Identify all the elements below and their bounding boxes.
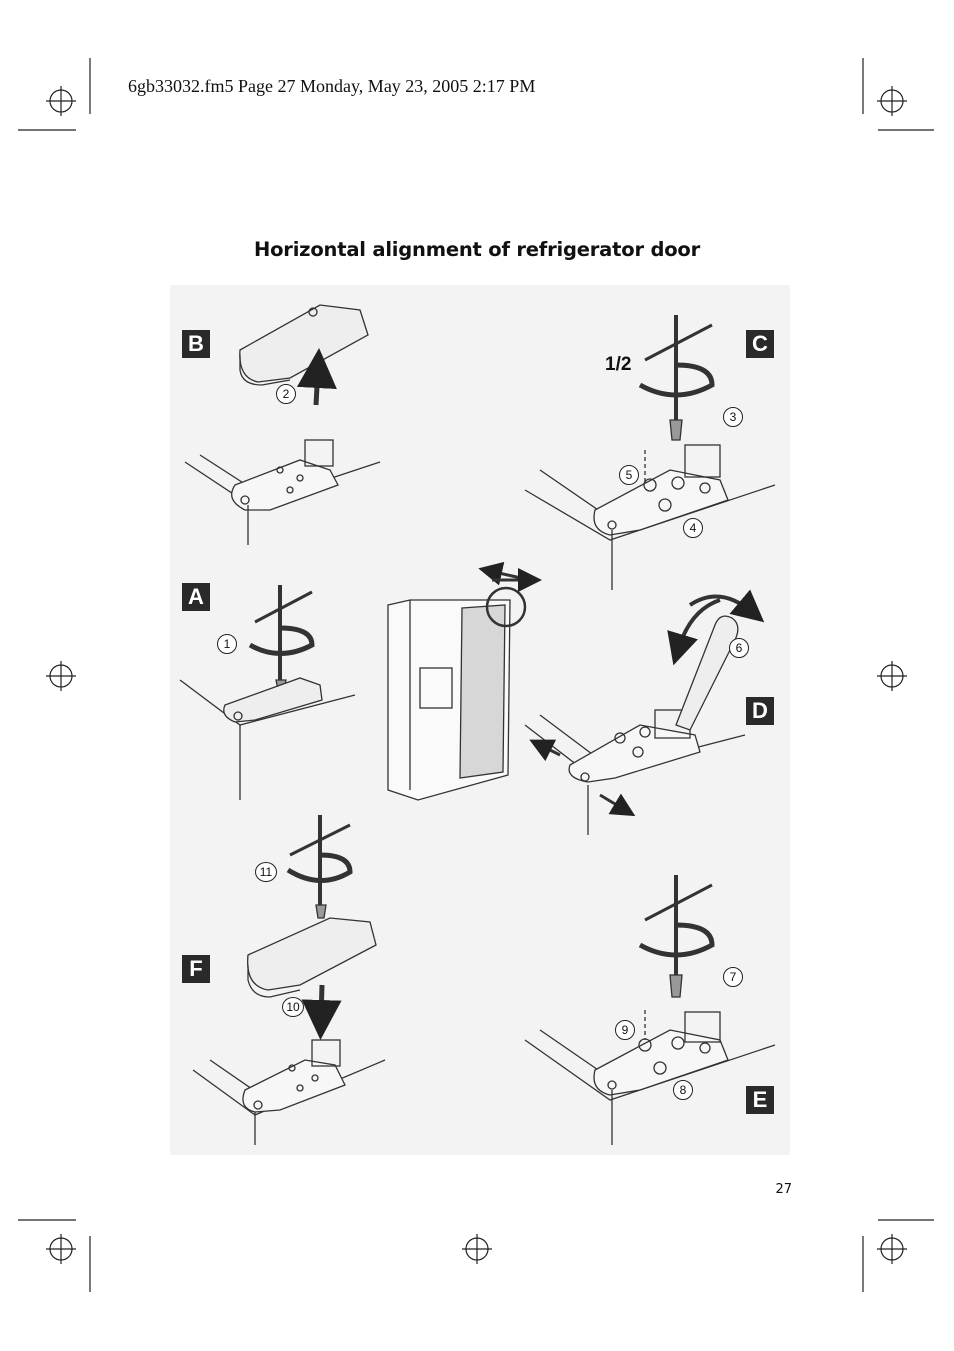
callout-8: 8 [673,1080,693,1100]
callout-11: 11 [255,862,277,882]
callout-3: 3 [723,407,743,427]
panel-label-f: F [182,955,210,983]
panel-label-d: D [746,697,774,725]
panel-label-b: B [182,330,210,358]
callout-10: 10 [282,997,304,1017]
callout-1: 1 [217,634,237,654]
page-number: 27 [775,1182,792,1197]
panel-label-e: E [746,1086,774,1114]
callout-5: 5 [619,465,639,485]
callout-9: 9 [615,1020,635,1040]
half-turn-label: 1/2 [605,354,632,375]
callout-4: 4 [683,518,703,538]
page-title: Horizontal alignment of refrigerator door [253,238,701,261]
callout-6: 6 [729,638,749,658]
callout-2: 2 [276,384,296,404]
file-header: 6gb33032.fm5 Page 27 Monday, May 23, 2005 2:17 PM [128,76,536,96]
panel-label-a: A [182,583,210,611]
panel-label-c: C [746,330,774,358]
callout-7: 7 [723,967,743,987]
